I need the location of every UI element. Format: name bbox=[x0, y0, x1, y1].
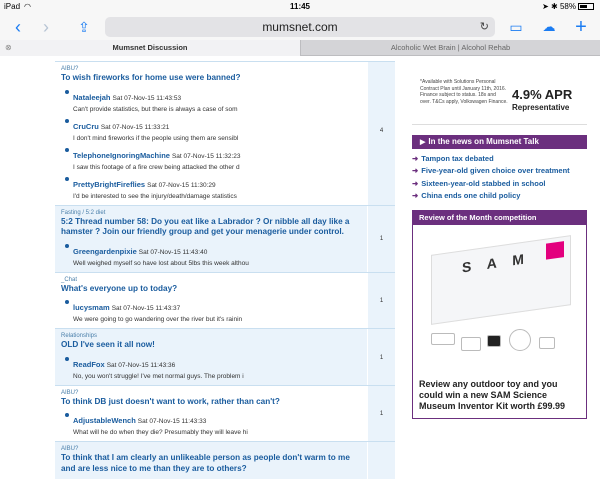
thread-body bbox=[55, 273, 367, 329]
clock: 11:45 bbox=[289, 2, 311, 11]
kit-module bbox=[461, 337, 481, 351]
post-preview[interactable] bbox=[73, 116, 361, 142]
review-competition[interactable] bbox=[412, 210, 587, 419]
page-content bbox=[0, 57, 600, 473]
share-icon[interactable]: ⇪ bbox=[78, 19, 90, 35]
post-excerpt: Can't provide statistics, but there is always a case of som bbox=[73, 105, 238, 113]
post-excerpt: I don't mind fireworks if the people using them are sensibl bbox=[73, 134, 239, 142]
thread-title[interactable]: What's everyone up to today? bbox=[61, 283, 178, 293]
kit-module bbox=[487, 335, 501, 347]
thread-topic[interactable]: Fasting / 5:2 diet bbox=[61, 209, 106, 216]
thread[interactable] bbox=[55, 205, 395, 272]
thread-body bbox=[55, 206, 367, 272]
kit-box-letters: S A M bbox=[462, 250, 530, 276]
close-tab-icon[interactable]: ⊗ bbox=[5, 43, 12, 52]
thread-body bbox=[55, 442, 367, 479]
location-icon: ➤ bbox=[542, 2, 549, 11]
post-excerpt: I'd be interested to see the injury/death/damage statistics bbox=[73, 192, 237, 200]
kit-box-tag bbox=[546, 241, 564, 260]
thread-title[interactable]: 5:2 Thread number 58: Do you eat like a Labrador ? Or nibble all day like a hamster ? Join our friendly group and get your menagerie under control. bbox=[61, 216, 350, 236]
post-preview[interactable] bbox=[73, 174, 361, 200]
post-preview[interactable] bbox=[73, 145, 361, 171]
sidebar bbox=[412, 57, 587, 419]
post-author[interactable]: CruCru bbox=[73, 121, 99, 131]
thread[interactable] bbox=[55, 61, 395, 205]
device-name: iPad bbox=[4, 2, 21, 11]
post-excerpt: We were going to go wandering over the river but it's rainin bbox=[73, 316, 243, 323]
post-time: Sat 07-Nov-15 11:33:21 bbox=[100, 123, 170, 131]
arrow-icon: ➜ bbox=[412, 166, 419, 176]
reply-count: 1 bbox=[367, 273, 395, 329]
ad-apr: 4.9% APR bbox=[512, 87, 573, 102]
news-list bbox=[412, 153, 587, 202]
advert[interactable] bbox=[412, 57, 587, 125]
arrow-icon: ➜ bbox=[412, 154, 419, 163]
post-excerpt: Well weighed myself so have lost about 5lbs this week althou bbox=[73, 259, 249, 267]
news-item[interactable]: ➜ China ends one child policy bbox=[412, 190, 521, 200]
post-excerpt: What will he do when they die? Presumably they will leave hi bbox=[73, 429, 248, 436]
post-time: Sat 07-Nov-15 11:32:23 bbox=[171, 152, 241, 160]
post-preview[interactable] bbox=[73, 241, 361, 267]
thread-title[interactable]: To wish fireworks for home use were banned? bbox=[61, 73, 241, 82]
thread[interactable] bbox=[55, 272, 395, 329]
kit-box bbox=[431, 235, 571, 325]
reply-count bbox=[367, 442, 395, 479]
news-item[interactable]: ➜ Tampon tax debated bbox=[412, 154, 494, 163]
reload-icon[interactable]: ↻ bbox=[479, 21, 489, 33]
kit-module bbox=[509, 329, 531, 351]
reply-count: 1 bbox=[367, 329, 395, 385]
thread[interactable] bbox=[55, 441, 395, 479]
tab-mumsnet-discussion[interactable]: ⊗ Mumsnet Discussion bbox=[0, 40, 300, 56]
news-item[interactable]: ➜ Five-year-old given choice over treatment bbox=[412, 166, 570, 176]
reply-count: 1 bbox=[367, 386, 395, 442]
post-author[interactable]: Greengardenpixie bbox=[73, 246, 137, 256]
arrow-icon: ▶ bbox=[420, 139, 426, 146]
post-preview[interactable] bbox=[73, 354, 361, 380]
tab-bar bbox=[0, 40, 600, 56]
thread-body bbox=[55, 386, 367, 442]
thread-topic[interactable]: AIBU? bbox=[61, 446, 79, 452]
thread-topic[interactable]: _Chat bbox=[61, 276, 78, 283]
post-time: Sat 07-Nov-15 11:43:37 bbox=[111, 305, 181, 312]
bluetooth-icon: ✱ bbox=[551, 2, 558, 11]
thread-topic[interactable]: Relationships bbox=[61, 333, 98, 339]
reply-count: 1 bbox=[367, 206, 395, 272]
address-bar[interactable] bbox=[105, 17, 495, 37]
reply-count: 4 bbox=[367, 62, 395, 205]
post-time: Sat 07-Nov-15 11:43:40 bbox=[138, 248, 208, 256]
news-item[interactable]: ➜ Sixteen-year-old stabbed in school bbox=[412, 178, 546, 188]
post-time: Sat 07-Nov-15 11:43:33 bbox=[137, 418, 207, 425]
bookmarks-icon[interactable]: ▭ bbox=[509, 19, 523, 35]
post-preview[interactable] bbox=[73, 410, 361, 436]
url-text: mumsnet.com bbox=[262, 20, 338, 34]
wifi-icon: ◠ bbox=[24, 2, 31, 11]
news-heading: ▶ In the news on Mumsnet Talk bbox=[412, 135, 587, 149]
back-button[interactable]: ‹ bbox=[15, 17, 21, 37]
new-tab-button[interactable]: + bbox=[575, 16, 587, 38]
post-time: Sat 07-Nov-15 11:43:36 bbox=[106, 361, 176, 369]
post-time: Sat 07-Nov-15 11:43:53 bbox=[112, 94, 182, 102]
post-excerpt: No, you won't struggle! I've met normal guys. The problem i bbox=[73, 372, 244, 380]
ad-fine-print: *Available with Solutions Personal Contract Plan until January 11th, 2016. Finance subject to status. 18s and over. T&Cs apply, Volkswagen Finance. bbox=[420, 79, 508, 105]
post-author[interactable]: lucysmam bbox=[73, 303, 110, 312]
post-author[interactable]: ReadFox bbox=[73, 359, 105, 369]
thread-list bbox=[55, 61, 395, 479]
post-preview[interactable] bbox=[73, 87, 361, 113]
status-bar bbox=[0, 0, 600, 14]
kit-module bbox=[431, 333, 455, 345]
thread-body bbox=[55, 329, 367, 385]
thread-topic[interactable]: AIBU? bbox=[61, 66, 79, 72]
forward-button[interactable]: › bbox=[43, 17, 49, 37]
arrow-icon: ➜ bbox=[412, 178, 419, 188]
arrow-icon: ➜ bbox=[412, 190, 419, 200]
battery-icon bbox=[578, 3, 594, 10]
tab-alcohol-rehab[interactable]: Alcoholic Wet Brain | Alcohol Rehab bbox=[300, 40, 600, 56]
thread-body bbox=[55, 62, 367, 205]
review-heading: Review of the Month competition bbox=[413, 211, 586, 225]
post-author[interactable]: AdjustableWench bbox=[73, 416, 136, 425]
cloud-tabs-icon[interactable]: ☁ bbox=[542, 19, 556, 34]
inventor-kit-image bbox=[413, 225, 586, 375]
thread-topic[interactable]: AIBU? bbox=[61, 389, 79, 396]
browser-toolbar bbox=[0, 14, 600, 40]
thread[interactable] bbox=[55, 385, 395, 442]
kit-module bbox=[539, 337, 555, 349]
thread-title[interactable]: OLD I've seen it all now! bbox=[61, 340, 155, 349]
post-author[interactable]: Nataleejah bbox=[73, 92, 111, 102]
thread[interactable] bbox=[55, 328, 395, 385]
post-preview[interactable] bbox=[73, 297, 361, 323]
post-author[interactable]: PrettyBrightFireflies bbox=[73, 179, 146, 189]
thread-title[interactable]: To think DB just doesn't want to work, rather than can't? bbox=[61, 396, 280, 406]
thread-title[interactable]: To think that I am clearly an unlikeable person as people don't warm to me and are less nice to me than they are to others? bbox=[61, 453, 350, 473]
post-excerpt: I saw this footage of a fire crew being attacked the other d bbox=[73, 163, 240, 171]
battery-percent: 58% bbox=[559, 2, 576, 11]
review-text: Review any outdoor toy and you could win a new SAM Science Museum Inventor Kit worth £99.99 bbox=[419, 379, 566, 412]
post-author[interactable]: TelephoneIgnoringMachine bbox=[73, 150, 170, 160]
post-time: Sat 07-Nov-15 11:30:29 bbox=[147, 181, 216, 189]
ad-representative: Representative bbox=[512, 103, 570, 112]
